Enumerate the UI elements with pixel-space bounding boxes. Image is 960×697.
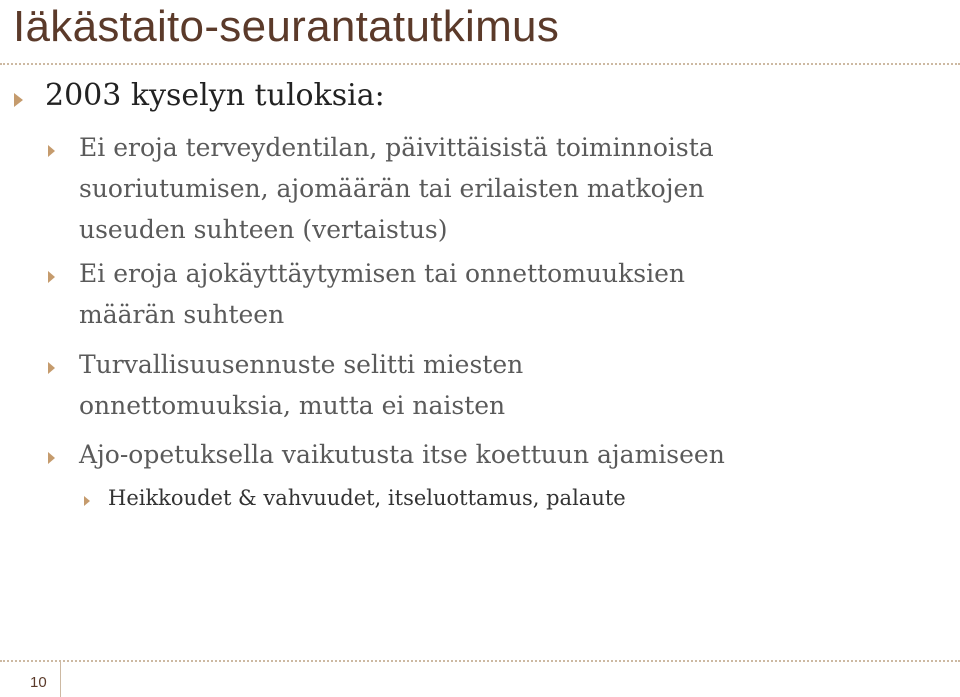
bullet-level3-text: Heikkoudet & vahvuudet, itseluottamus, palaute bbox=[108, 486, 626, 510]
bullet-arrow-icon bbox=[48, 271, 55, 283]
slide-title: Iäkästaito-seurantatutkimus bbox=[13, 2, 560, 51]
bullet-line: Ei eroja ajokäyttäytymisen tai onnettomuuksien bbox=[79, 259, 686, 288]
bullet-line: Turvallisuusennuste selitti miesten bbox=[79, 350, 524, 379]
bullet-line: onnettomuuksia, mutta ei naisten bbox=[79, 391, 506, 420]
bullet-arrow-icon bbox=[84, 496, 90, 506]
bullet-arrow-icon bbox=[48, 362, 55, 374]
bullet-level1-text: 2003 kyselyn tuloksia: bbox=[45, 78, 385, 113]
bullet-line: Ei eroja terveydentilan, päivittäisistä toiminnoista bbox=[79, 133, 714, 162]
bullet-arrow-icon bbox=[48, 145, 55, 157]
footer-vertical-divider bbox=[60, 660, 61, 697]
footer-divider bbox=[0, 660, 960, 662]
bullet-line: Ajo-opetuksella vaikutusta itse koettuun ajamiseen bbox=[79, 440, 725, 469]
bullet-line: useuden suhteen (vertaistus) bbox=[79, 215, 448, 244]
bullet-arrow-icon bbox=[48, 452, 55, 464]
page-number: 10 bbox=[30, 674, 47, 691]
bullet-line: suoriutumisen, ajomäärän tai erilaisten matkojen bbox=[79, 174, 705, 203]
bullet-line: määrän suhteen bbox=[79, 300, 285, 329]
bullet-arrow-icon bbox=[14, 93, 23, 107]
